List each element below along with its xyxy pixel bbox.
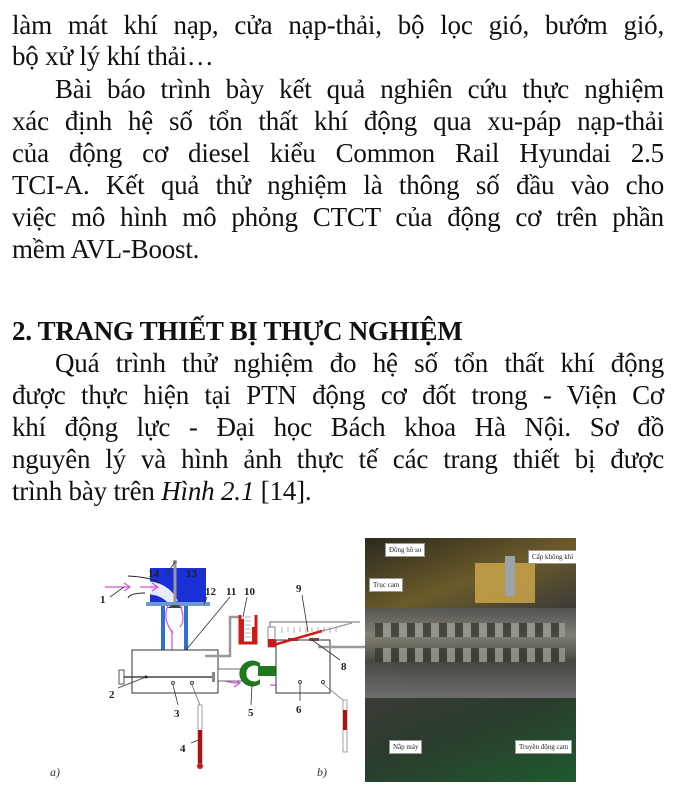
text-line: làm mát khí nạp, cửa nạp-thải, bộ lọc gió, bướm gió, (12, 10, 664, 40)
text-line: TCI-A. Kết quả thử nghiệm là thông số đầu vào cho (12, 170, 664, 200)
diagram-number-1: 1 (100, 594, 106, 606)
figure-reference[interactable]: Hình 2.1 (161, 476, 255, 506)
text-line: Quá trình thử nghiệm đo hệ số tổn thất khí động (55, 348, 664, 378)
camshaft-shape (375, 623, 565, 637)
photo-label-dial-gauge: Đồng hồ so (385, 543, 425, 557)
diagram-number-14: 14 (148, 568, 159, 580)
photo-label-cylinder-head: Nắp máy (389, 740, 422, 754)
diagram-number-11: 11 (226, 586, 237, 598)
text-line: bộ xử lý khí thải… (12, 41, 214, 71)
text-line: khí động lực - Đại học Bách khoa Hà Nội. Sơ đồ (12, 412, 664, 442)
photo-label-camshaft: Trục cam (369, 578, 403, 592)
diagram-number-9: 9 (296, 583, 302, 595)
diagram-number-4: 4 (180, 743, 186, 755)
schematic-diagram (0, 535, 365, 787)
text-line: mềm AVL-Boost. (12, 234, 200, 264)
text-line: của động cơ diesel kiểu Common Rail Hyundai 2.5 (12, 138, 664, 168)
air-pipe-shape (505, 556, 515, 596)
text-line (12, 476, 664, 507)
panel-label-a: a) (50, 765, 60, 779)
text-span: trình bày trên (12, 476, 162, 506)
photo-label-air-supply: Cấp không khí (528, 550, 576, 564)
text-line: việc mô hình mô phỏng CTCT của động cơ trên phần (12, 202, 664, 232)
section-heading: 2. TRANG THIẾT BỊ THỰC NGHIỆM (12, 316, 463, 346)
text-line: xác định hệ số tổn thất khí động qua xu-páp nạp-thải (12, 106, 664, 136)
text-line: Bài báo trình bày kết quả nghiên cứu thực nghiệm (55, 74, 664, 104)
diagram-number-10: 10 (244, 586, 255, 598)
figure-2-1 (0, 535, 680, 787)
text-line: được thực hiện tại PTN động cơ đốt trong - Viện Cơ (12, 380, 664, 410)
photo-label-cam-drive: Truyền động cam (515, 740, 572, 754)
diagram-number-13: 13 (186, 568, 197, 580)
camshaft-shape (375, 648, 565, 662)
schematic-svg (0, 535, 365, 787)
diagram-number-6: 6 (296, 704, 302, 716)
text-line: nguyên lý và hình ảnh thực tế các trang thiết bị được (12, 444, 664, 474)
diagram-number-2: 2 (109, 689, 115, 701)
diagram-number-5: 5 (248, 707, 254, 719)
diagram-number-3: 3 (174, 708, 180, 720)
citation[interactable]: [14]. (254, 476, 312, 506)
panel-label-b: b) (317, 765, 327, 779)
diagram-number-12: 12 (205, 586, 216, 598)
engine-head-photo (365, 538, 576, 782)
diagram-number-8: 8 (341, 661, 347, 673)
